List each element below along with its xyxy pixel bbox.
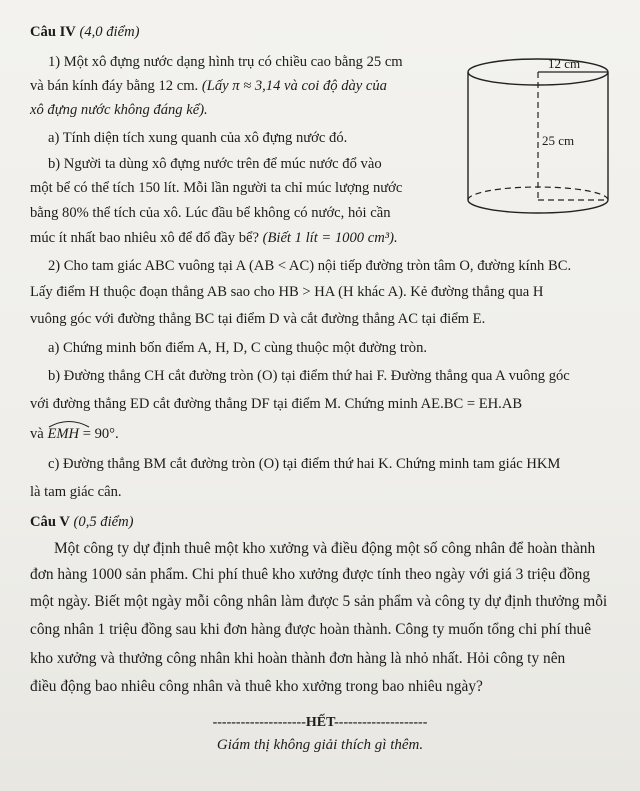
angle-arc-mark [47,418,91,428]
q4-p2-b-line2: với đường thẳng ED cắt đường thẳng DF tại điểm M. Chứng minh AE.BC = EH.AB [30,396,523,412]
q5-line3: một ngày. Biết một ngày mỗi công nhân làm được 5 sản phẩm và công ty dự định thưởng mỗi [30,593,608,610]
question-4-points: (4,0 điểm) [79,24,140,40]
radius-label: 12 cm [548,56,581,71]
q4-p2-b-line3a: và [30,426,48,442]
q4-p1-b-line4a: múc ít nhất bao nhiêu xô để đổ đầy bể? [30,230,263,246]
q4-p1-b-line3: bằng 80% thể tích của xô. Lúc đầu bể không có nước, hỏi cần [30,205,391,221]
q4-p2-b-line3 [30,424,622,444]
q4-p1-a: a) Tính diện tích xung quanh của xô đựng nước đó. [48,130,348,146]
question-4-heading [30,22,622,42]
cylinder-bottom-front [468,200,608,213]
q4-p1-line3: xô đựng nước không đáng kể). [30,102,208,118]
q4-p1-b-line4 [30,228,622,248]
q4-p2-line2: Lấy điểm H thuộc đoạn thẳng AB sao cho HB > HA (H khác A). Kẻ đường thẳng qua H [30,284,544,300]
cylinder-figure [458,50,620,225]
footer-note: Giám thị không giải thích gì thêm. [216,737,424,753]
angle-emh [47,424,79,444]
q5-line6: điều động bao nhiêu công nhân và thuê kho xưởng trong bao nhiêu ngày? [30,678,483,695]
q4-p1-line2a: và bán kính đáy bằng 12 cm. [30,78,202,94]
end-mark: --------------------HẾT-------------------- [212,715,428,730]
q5-line2: đơn hàng 1000 sản phẩm. Chi phí thuê kho xưởng được tính theo ngày với giá 3 triệu đồng [30,566,591,583]
question-5-heading [30,512,622,532]
q5-line4: công nhân 1 triệu đồng sau khi đơn hàng được hoàn thành. Công ty muốn tổng chi phí thuê [30,621,592,638]
q4-p2-c-line1: c) Đường thẳng BM cắt đường tròn (O) tại điểm thứ hai K. Chứng minh tam giác HKM [48,456,561,472]
q4-p1-b-line1: b) Người ta dùng xô đựng nước trên để múc nước đổ vào [48,156,382,172]
q4-p1-line2 [30,76,425,96]
q5-line5: kho xưởng và thưởng công nhân khi hoàn thành đơn hàng là nhỏ nhất. Hỏi công ty nên [30,650,566,667]
question-5-points: (0,5 điểm) [73,514,134,530]
question-5-title: Câu V [30,514,70,530]
q4-p1-b-line4b: (Biết 1 lít = 1000 cm³). [262,230,398,246]
q4-p2-a: a) Chứng minh bốn điểm A, H, D, C cùng thuộc một đường tròn. [48,340,428,356]
q4-p2-c-line2: là tam giác cân. [30,484,122,500]
q4-p2-b-line1: b) Đường thẳng CH cắt đường tròn (O) tại điểm thứ hai F. Đường thẳng qua A vuông góc [48,368,570,384]
question-4-title: Câu IV [30,24,76,40]
q4-p1-line1: 1) Một xô đựng nước dạng hình trụ có chiều cao bằng 25 cm [48,54,403,70]
angle-emh-text: EMH [47,426,80,442]
q4-p2-line3: vuông góc với đường thẳng BC tại điểm D và cắt đường thẳng AC tại điểm E. [30,311,486,327]
q4-p2-b-line3c: = 90°. [79,426,119,442]
height-label: 25 cm [542,133,575,148]
q4-p1-b-line2: một bể có thể tích 150 lít. Mỗi lần người ta chỉ múc lượng nước [30,180,403,196]
q4-p1-line2b: (Lấy π ≈ 3,14 và coi độ dày của [201,78,387,94]
q4-p2-line1: 2) Cho tam giác ABC vuông tại A (AB < AC) nội tiếp đường tròn tâm O, đường kính BC. [48,258,572,274]
q5-line1: Một công ty dự định thuê một kho xưởng và điều động một số công nhân để hoàn thành [54,540,596,557]
